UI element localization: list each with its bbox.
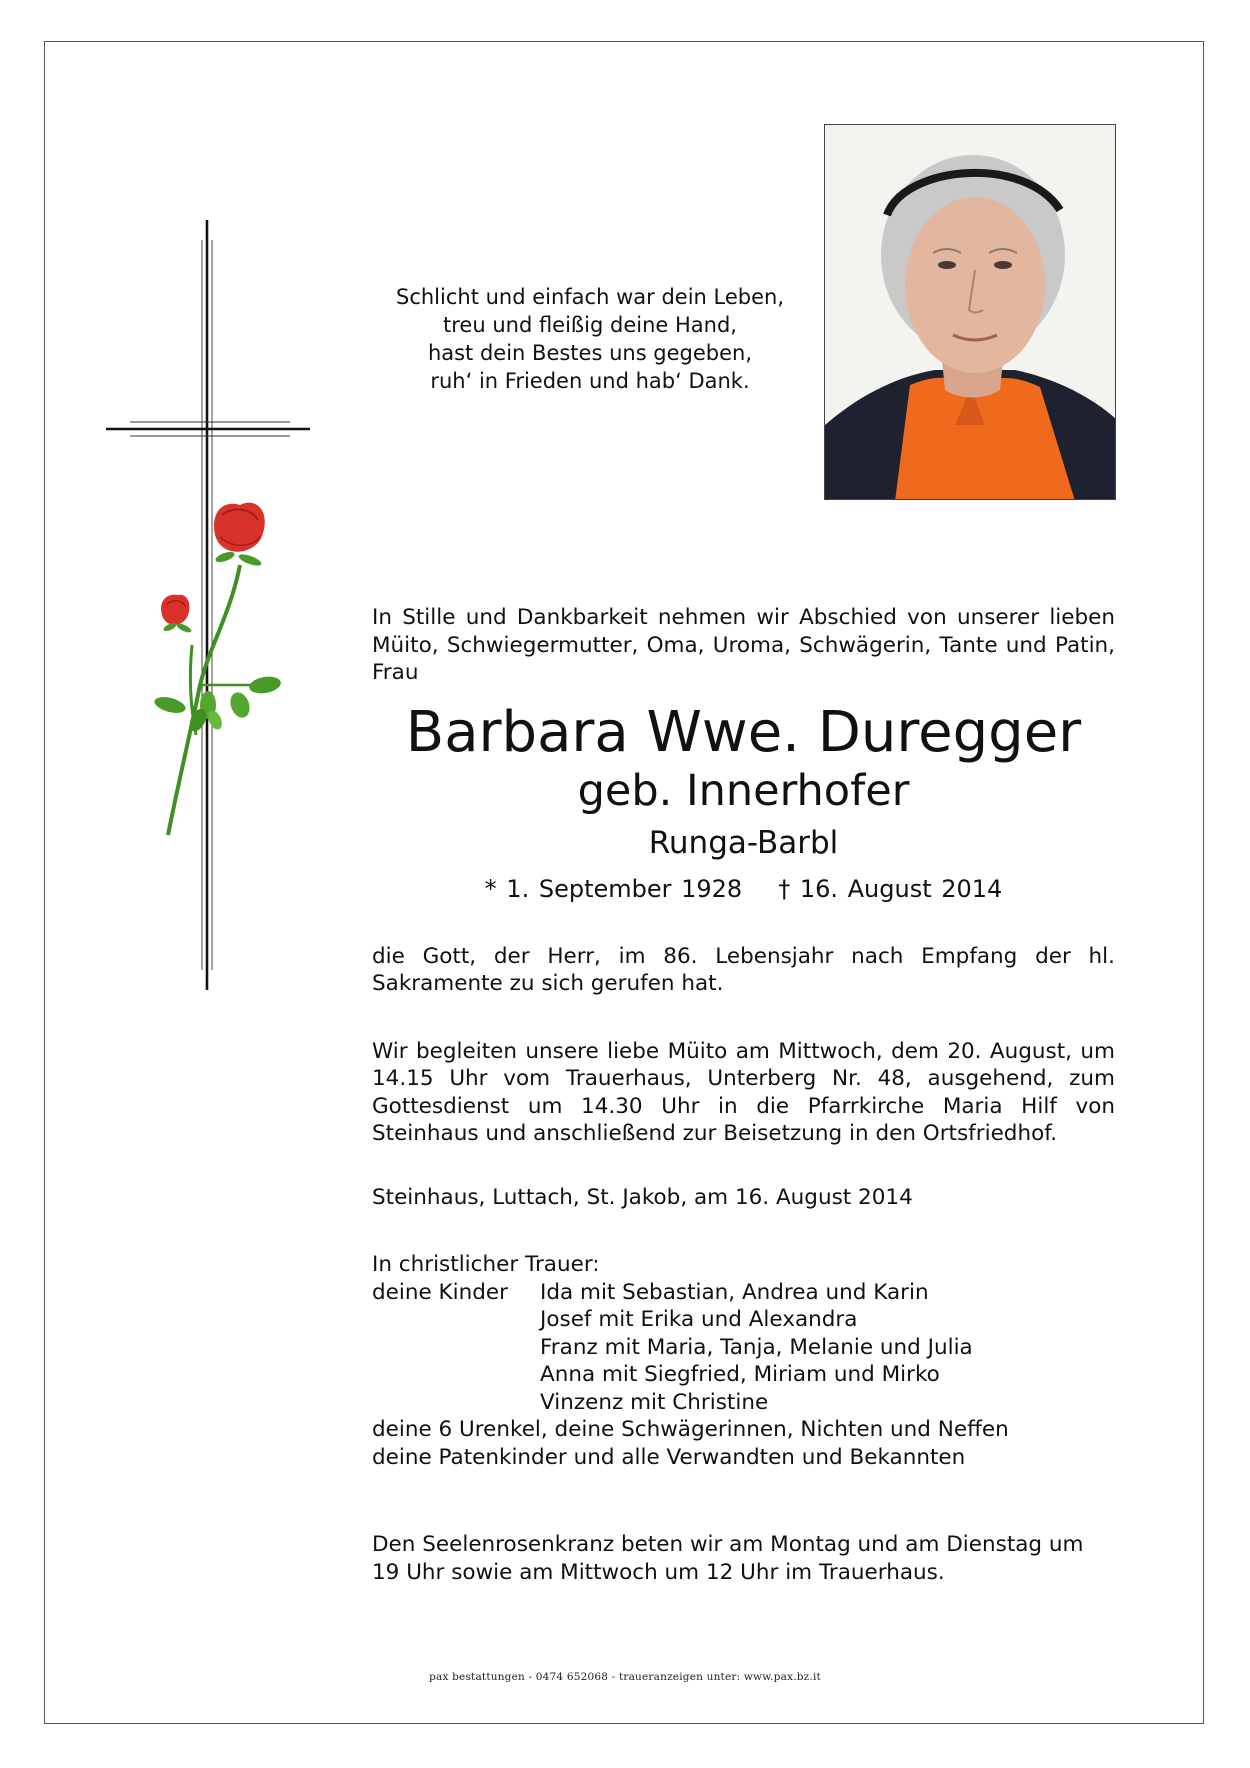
portrait-image xyxy=(825,125,1116,500)
children-label: deine Kinder xyxy=(372,1279,508,1305)
poem-line: treu und fleißig deine Hand, xyxy=(443,313,737,337)
other-mourners: deine 6 Urenkel, deine Schwägerinnen, Nichten und Neffen xyxy=(372,1417,1009,1442)
portrait-photo xyxy=(824,124,1116,500)
mourners-list xyxy=(372,1251,1115,1471)
funeral-details: Wir begleiten unsere liebe Müito am Mittwoch, dem 20. August, um 14.15 Uhr vom Trauerhaus, Unterberg Nr. 48, ausgehend, zum Gottesdienst um 14.30 Uhr in die Pfarrkirche Maria Hilf von Steinhaus und anschließend zur Beisetzung in den Ortsfriedhof. xyxy=(372,1038,1115,1146)
child-family: Josef mit Erika und Alexandra xyxy=(540,1307,858,1332)
poem-line: Schlicht und einfach war dein Leben, xyxy=(395,285,784,309)
deceased-name: Barbara Wwe. Duregger xyxy=(405,699,1082,765)
children-row xyxy=(372,1279,1115,1307)
poem-line: ruh‘ in Frieden und hab‘ Dank. xyxy=(430,369,750,393)
child-family: Ida mit Sebastian, Andrea und Karin xyxy=(540,1279,929,1305)
mourners-heading: In christlicher Trauer: xyxy=(372,1252,600,1277)
child-family: Vinzenz mit Christine xyxy=(540,1389,769,1415)
nickname: Runga-Barbl xyxy=(648,824,839,861)
other-mourners: deine Patenkinder und alle Verwandten und Bekannten xyxy=(372,1444,966,1470)
death-statement: die Gott, der Herr, im 86. Lebensjahr nach Empfang der hl. Sakramente zu sich gerufen hat. xyxy=(372,943,1115,996)
footer-imprint: pax bestattungen - 0474 652068 - traueranzeigen unter: www.pax.bz.it xyxy=(429,1671,821,1683)
maiden-name: geb. Innerhofer xyxy=(577,765,910,816)
obituary-content xyxy=(372,604,1115,1586)
memorial-poem xyxy=(370,283,810,395)
cross-with-roses-icon xyxy=(100,215,320,995)
intro-text: In Stille und Dankbarkeit nehmen wir Abschied von unserer lieben Müito, Schwiegermutter, Oma, Uroma, Schwägerin, Tante und Patin, Frau xyxy=(372,605,1115,685)
child-family: Anna mit Siegfried, Miriam und Mirko xyxy=(540,1362,940,1387)
birth-date: * 1. September 1928 xyxy=(484,874,743,903)
child-family: Franz mit Maria, Tanja, Melanie und Julia xyxy=(540,1334,973,1360)
poem-line: hast dein Bestes uns gegeben, xyxy=(427,341,753,365)
life-dates xyxy=(372,873,1115,905)
rosary-notice: Den Seelenrosenkranz beten wir am Montag und am Dienstag um 19 Uhr sowie am Mittwoch um 12 Uhr im Trauerhaus. xyxy=(372,1532,1084,1585)
place-date: Steinhaus, Luttach, St. Jakob, am 16. August 2014 xyxy=(372,1184,913,1210)
death-date: † 16. August 2014 xyxy=(778,874,1003,903)
